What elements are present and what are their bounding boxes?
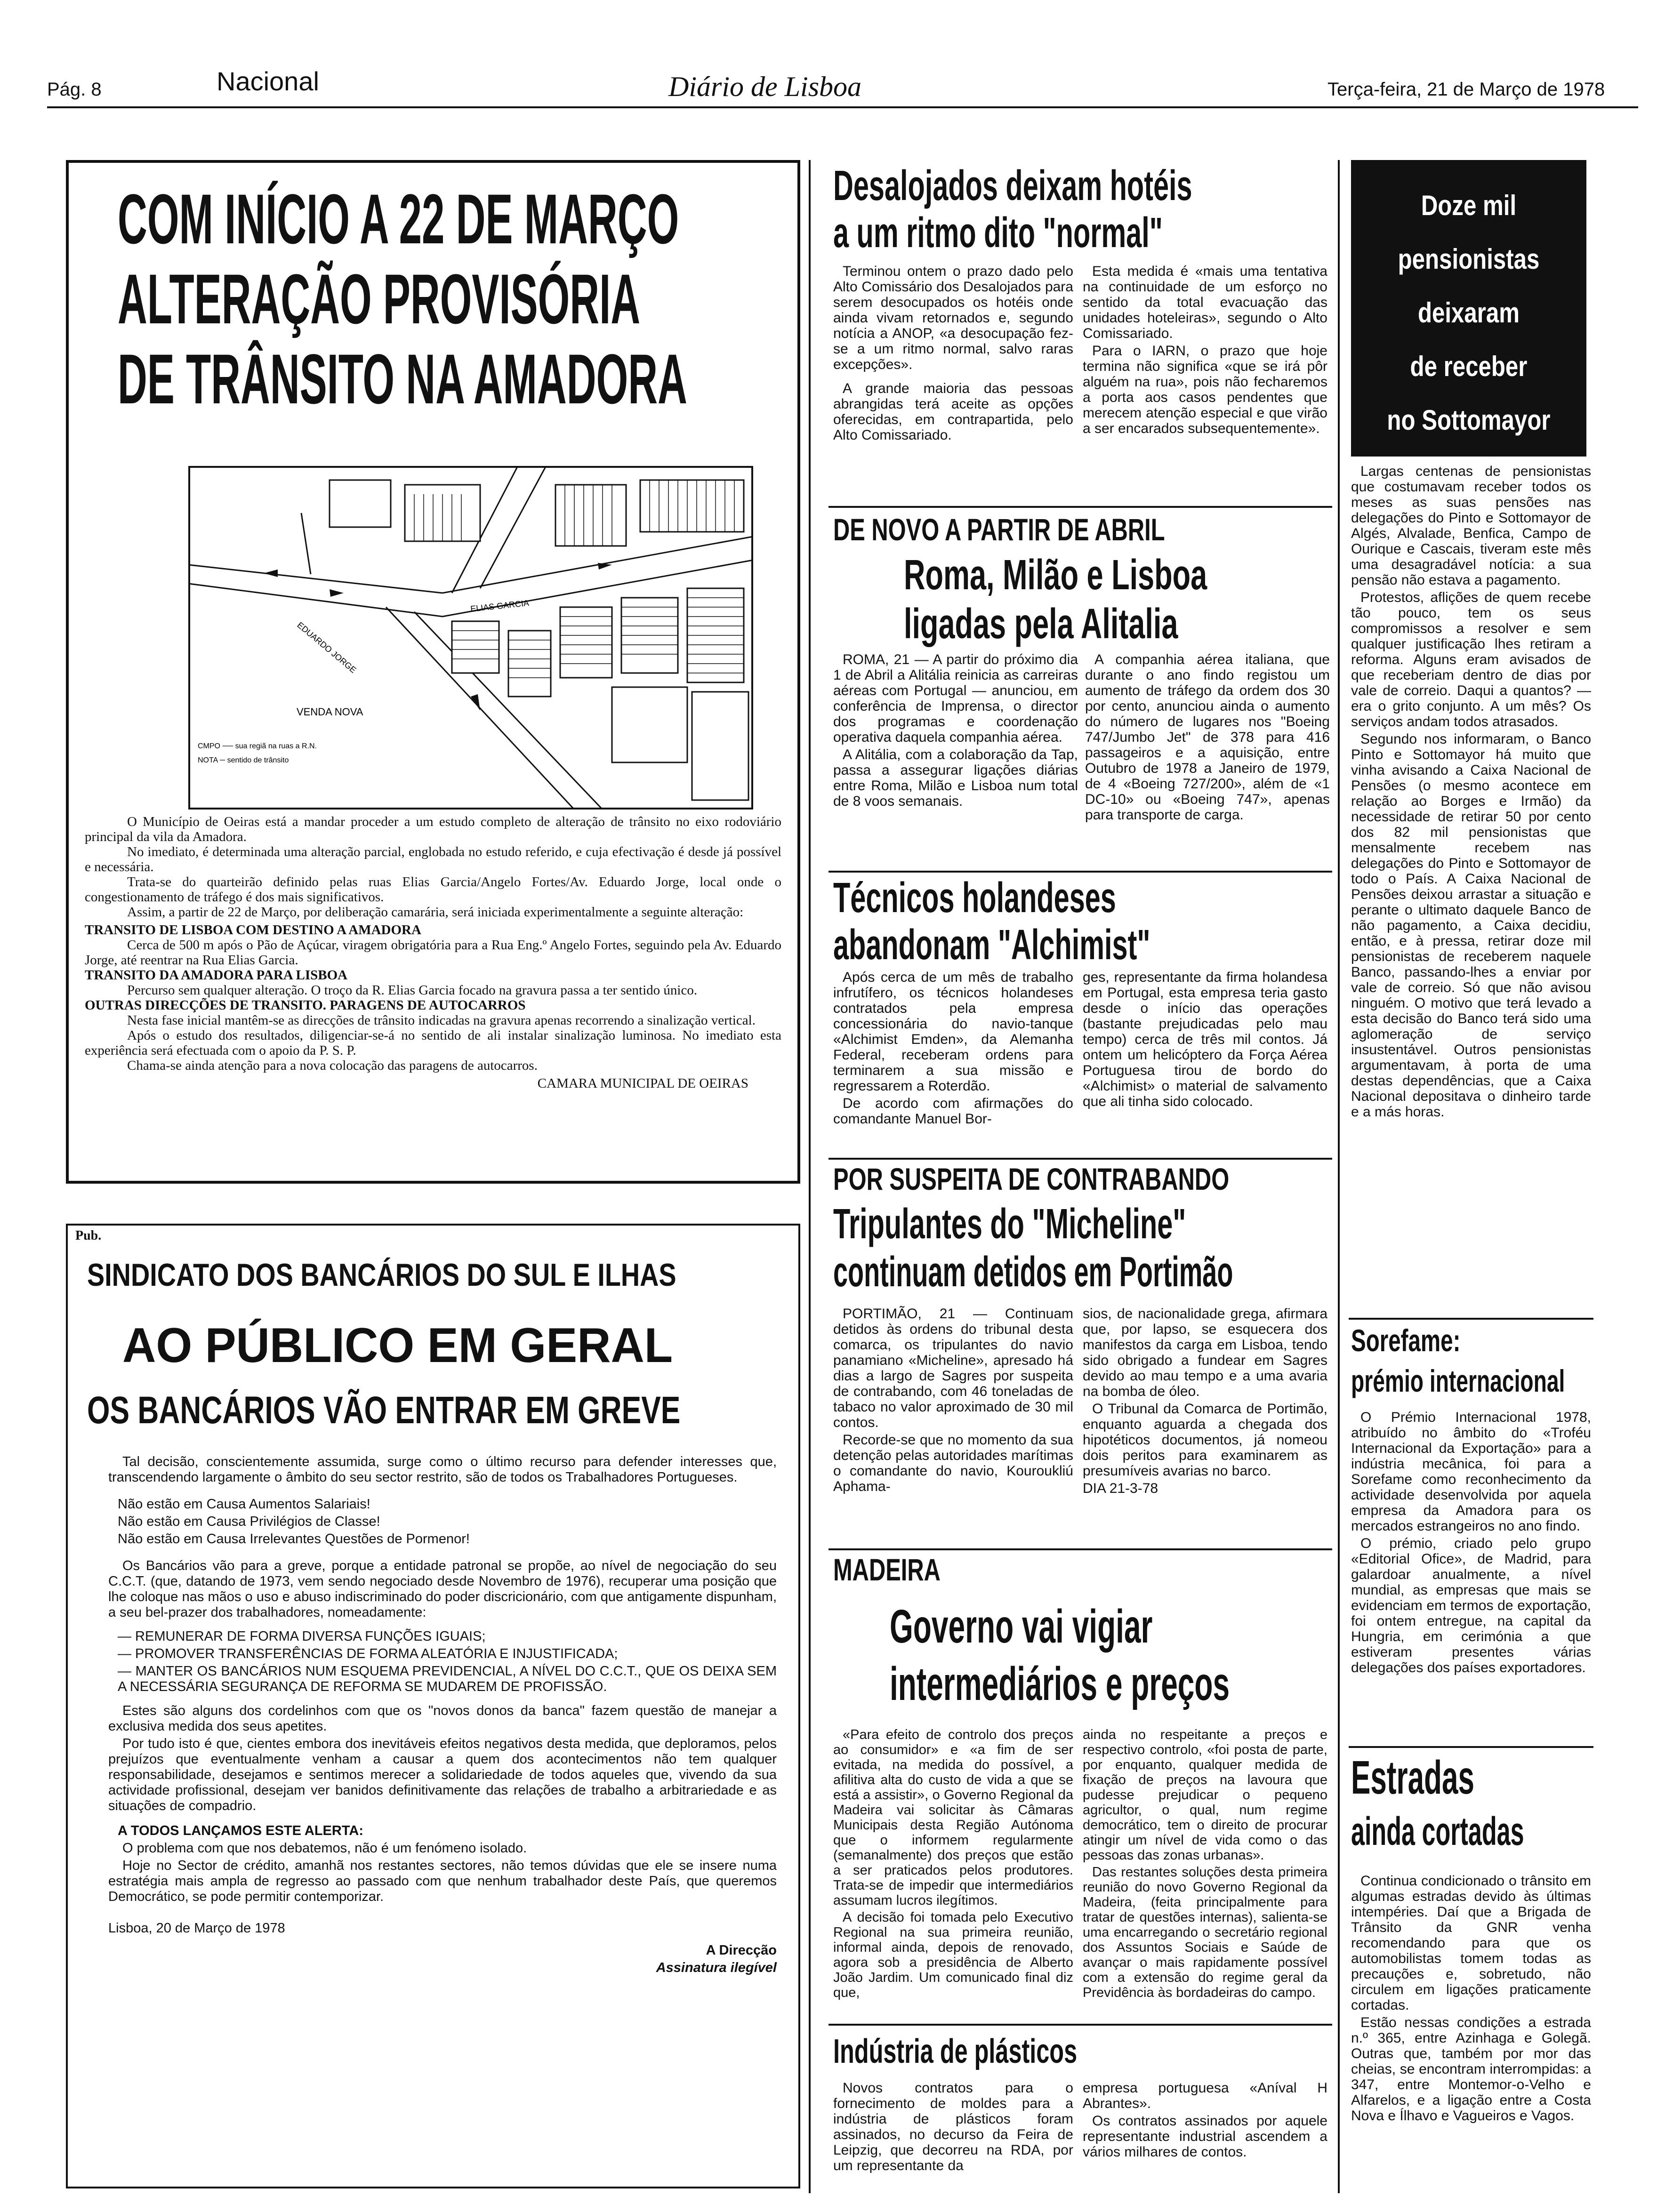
issue-date: Terça-feira, 21 de Março de 1978 <box>1327 79 1605 100</box>
amadora-p4: Assim, a partir de 22 de Março, por deliberação camarária, será iniciada experimentalmente a seguinte alteração: <box>127 905 744 920</box>
estradas-headline <box>1351 1751 1591 1858</box>
page-number: Pág. 8 <box>47 79 102 100</box>
micheline-col1 <box>833 1306 1073 1496</box>
rule-sorefame <box>1349 1746 1593 1748</box>
desalojados-c2b: Para o IARN, o prazo que hoje termina não significa «que se irá pôr alguém na rua», pois não fecharemos a porta aos casos pendentes que merecem atenção especial e que virão a ser encarados subsequentemente». <box>1083 343 1327 436</box>
pensionistas-p3: Segundo nos informaram, o Banco Pinto e Sottomayor há muito que vinha avisando a Caixa Nacional de Pensões (o mesmo acontece em relação ao Borges e Irmão) da necessidade de retirar 50 por cento dos 82 mil pensionistas que mensalmente recebem nas delegações do Pinto e Sottomayor de todo o País. A Caixa Nacional de Pensões deixou arrastar a situação e perante o ultimato daquele Banco de não pagamento, a Caixa decidiu, então, e à pressa, retirar doze mil pensionistas de receberem naquele Banco, passando-lhes a enviar por vale de correio. Só que não avisou ninguém. O motivo que terá levado a esta decisão do Banco terá sido uma aglomeração de serviço insustentável. Outros pensionistas argumentavam, à porta de uma destas dependências, que a Caixa Nacional depositava o dinheiro tarde e a más horas. <box>1351 731 1591 1120</box>
amadora-p2: No imediato, é determinada uma alteração parcial, englobada no estudo referido, e cuja efectivação é desde já possível e necessária. <box>85 844 781 874</box>
alitalia-title1: Roma, Milão e Lisboa <box>904 552 1207 599</box>
sindicato-b3: — MANTER OS BANCÁRIOS NUM ESQUEMA PREVIDENCIAL, A NÍVEL DO C.C.T., QUE OS DEIXA SEM A NECESSÁRIA SEGURANÇA DE REFORMA SE MUDAREM DE PROFISSÃO. <box>118 1664 777 1694</box>
alitalia-col1 <box>833 652 1078 811</box>
madeira-kicker-text: MADEIRA <box>833 1552 941 1587</box>
sindicato-sign2: Assinatura ilegível <box>656 1960 777 1975</box>
estradas-title1: Estradas <box>1351 1751 1474 1804</box>
madeira-headline <box>890 1598 1327 1713</box>
micheline-headline <box>833 1200 1332 1296</box>
madeira-c1: «Para efeito de controlo dos preços ao consumidor» e «a fim de ser evitada, na medida do possível, a afilitiva alta do custo de vida a que se está a assistir», o Governo Regional da Madeira vai solicitar às Câmaras Municipais desta Região Autónoma que o informem regularmente (semanalmente) dos preços que estão a ser praticados pelos produtores. Trata-se de impedir que intermediários assumam lucros ilegítimos. <box>833 1727 1073 1908</box>
sindicato-sign1: A Direcção <box>706 1943 777 1958</box>
micheline-title1: Tripulantes do "Micheline" <box>833 1201 1186 1248</box>
plasticos-col2 <box>1083 2080 1327 2162</box>
desalojados-headline <box>833 162 1332 256</box>
pensionistas-banner <box>1351 160 1586 457</box>
alitalia-c2: A companhia aérea italiana, que durante o ano findo registou um aumento de tráfego da ordem dos 30 por cento, anunciou ainda o aumento do número de lugares nos "Boeing 747/Jumbo Jet" de 378 para 416 passageiros e a aquisição, entre Outubro de 1978 a Janeiro de 1979, de 4 «Boeing 727/200», além de «1 DC-10» ou «Boeing 747», apenas para transporte de carga. <box>1085 652 1330 823</box>
banner-line2: pensionistas <box>1398 243 1540 275</box>
rule-alchimist <box>828 1158 1332 1160</box>
ad-headline: AO PÚBLICO EM GERAL <box>122 1318 673 1373</box>
alitalia-title2: ligadas pela Alitalia <box>904 601 1178 648</box>
map-street2: EDUARDO JORGE <box>295 620 358 675</box>
micheline-kicker <box>833 1162 1332 1196</box>
amadora-title <box>118 179 777 419</box>
amadora-title-line2: ALTERAÇÃO PROVISÓRIA <box>118 259 641 338</box>
amadora-heading2: TRANSITO DA AMADORA PARA LISBOA <box>85 968 348 983</box>
amadora-title-line1: COM INÍCIO A 22 DE MARÇO <box>118 179 679 258</box>
amadora-intro: O Município de Oeiras está a mandar proceder a um estudo completo de alteração de trânsito no eixo rodoviário principal da vila da Amadora. <box>85 814 781 844</box>
sorefame-body <box>1351 1410 1591 1677</box>
sorefame-title1: Sorefame: <box>1351 1323 1461 1358</box>
map-legend2: NOTA ─ sentido de trânsito <box>198 756 289 764</box>
estradas-body <box>1351 1873 1591 2125</box>
rule-micheline <box>828 1548 1332 1550</box>
map-legend1: CMPO ── sua regiã na ruas a R.N. <box>198 742 317 750</box>
plasticos-headline <box>833 2032 1163 2071</box>
page-header <box>0 0 1657 113</box>
micheline-c2b: O Tribunal da Comarca de Portimão, enquanto aguarda a chegada dos hipotéticos documentos, já nomeou dois peritos para examinarem as presumíveis avarias no barco. <box>1083 1401 1327 1479</box>
desalojados-col2 <box>1083 264 1327 438</box>
amadora-p3: Trata-se do quarteirão definido pelas ruas Elias Garcia/Angelo Fortes/Av. Eduardo Jorge, local onde o congestionamento de tráfego é dos mais significativos. <box>85 874 781 905</box>
rule-alitalia <box>828 871 1332 873</box>
sindicato-date: Lisboa, 20 de Março de 1978 <box>108 1921 285 1936</box>
amadora-signature: CAMARA MUNICIPAL DE OEIRAS <box>537 1076 748 1091</box>
masthead: Diário de Lisboa <box>668 71 862 102</box>
micheline-col2 <box>1083 1306 1327 1498</box>
map-street1: ELIAS GARCIA <box>470 598 530 614</box>
sindicato-heading: SINDICATO DOS BANCÁRIOS DO SUL E ILHAS <box>87 1257 676 1293</box>
desalojados-c2: Esta medida é «mais uma tentativa na continuidade de um esforço no sentido da total evacuação das unidades hoteleiras», segundo o Alto Comissariado. <box>1083 264 1327 341</box>
rule-desalojados <box>828 506 1332 508</box>
madeira-title1: Governo vai vigiar <box>890 1600 1153 1653</box>
alitalia-col2 <box>1085 652 1330 825</box>
amadora-heading1: TRANSITO DE LISBOA COM DESTINO A AMADORA <box>85 922 421 938</box>
banner-line5: no Sottomayor <box>1387 404 1551 436</box>
estradas-p2: Estão nessas condições a estrada n.º 365, entre Azinhaga e Golegã. Outras que, também por mor das cheias, se encontram interrompidas: a 347, entre Montemor-o-Velho e Alfarelos, e a ligação entre a Costa Nova e Ílhavo e Vagueiros e Vagos. <box>1351 2015 1591 2124</box>
estradas-title2: ainda cortadas <box>1351 1809 1524 1853</box>
sorefame-p1: O Prémio Internacional 1978, atribuído no âmbito do «Troféu Internacional da Exportação» para a indústria mecânica, foi para a Sorefame como reconhecimento da actividade desenvolvida por aquela empresa da Amadora para os mercados estrangeiros no ano findo. <box>1351 1410 1591 1534</box>
amadora-p6: Percurso sem qualquer alteração. O troço da R. Elias Garcia focado na gravura passa a ter sentido único. <box>127 983 698 998</box>
micheline-c1: PORTIMÃO, 21 — Continuam detidos às ordens do tribunal desta comarca, os tripulantes do navio panamiano «Micheline», apresado há dias a largo de Sagres por suspeita de contrabando, com 46 toneladas de tabaco no valor aproximado de 30 mil contos. <box>833 1306 1073 1430</box>
plasticos-c1: Novos contratos para o fornecimento de moldes para a indústria de plásticos foram assinados, no decurso da Feira de Leipzig, que decorreu na RDA, por um representante da <box>833 2080 1073 2173</box>
madeira-c2: ainda no respeitante a preços e respectivo controlo, «foi posta de parte, por enquanto, qualquer medida de fixação de preços na lavoura que pudesse prejudicar o pequeno agricultor, o qual, num regime democrático, tem o direito de procurar atingir um nível de vida como o das pessoas das zonas urbanas». <box>1083 1727 1327 1863</box>
alchimist-headline <box>833 874 1332 969</box>
plasticos-col1 <box>833 2080 1073 2175</box>
sorefame-headline <box>1351 1320 1591 1401</box>
alitalia-kicker-text: DE NOVO A PARTIR DE ABRIL <box>833 512 1165 547</box>
estradas-p1: Continua condicionado o trânsito em algumas estradas devido às últimas intempéries. Daí que a Brigada de Trânsito da GNR venha recomendando para que os automobilistas tomem todas as precauções e, sobretudo, não circulem em ligações praticamente cortadas. <box>1351 1873 1591 2013</box>
sindicato-body <box>108 1454 777 1978</box>
amadora-p9: Chama-se ainda atenção para a nova colocação das paragens de autocarros. <box>127 1058 538 1073</box>
desalojados-c1: Terminou ontem o prazo dado pelo Alto Comissário dos Desalojados para serem desocupados os hotéis onde ainda vivam retornados e, segundo notícia a ANOP, «a desocupação fez-se a um ritmo normal, salvo raras excepções». <box>833 264 1073 372</box>
micheline-c2c: DIA 21-3-78 <box>1083 1481 1158 1496</box>
desalojados-col1 <box>833 264 1073 445</box>
desalojados-title2: a um ritmo dito "normal" <box>833 209 1163 256</box>
alitalia-c1: ROMA, 21 — A partir do próximo dia 1 de Abril a Alitália reinicia as carreiras aéreas com Portugal — anunciou, em conferência de Imprensa, o director dos programas e coordenação operativa daquela companhia aérea. <box>833 652 1078 745</box>
sindicato-p3: Estes são alguns dos cordelinhos com que os "novos donos da banca" fazem questão de manejar a exclusiva medida dos seus apetites. <box>108 1703 777 1734</box>
madeira-title2: intermediários e preços <box>890 1658 1230 1710</box>
rule-pensionistas <box>1349 1318 1593 1320</box>
alchimist-c1: Após cerca de um mês de trabalho infrutífero, os técnicos holandeses contratados pela empresa concessionária do navio-tanque «Alchimist Emden», da Alemanha Federal, receberam ordens para terminarem a sua missão e regressarem a Roterdão. <box>833 970 1073 1094</box>
ad-label: Pub. <box>75 1228 102 1243</box>
madeira-c1b: A decisão foi tomada pelo Executivo Regional na sua primeira reunião, informal ainda, depois de renovado, agora sob a presidência de Alberto João Jardim. Um comunicado final diz que, <box>833 1910 1073 2000</box>
alitalia-kicker <box>833 512 1332 547</box>
column-rule-right <box>1338 160 1340 2193</box>
desalojados-c1b: A grande maioria das pessoas abrangidas terá aceite as opções oferecidas, em contrapartida, pelo Alto Comissariado. <box>833 381 1073 443</box>
micheline-c2: sios, de nacionalidade grega, afirmara que, por lapso, se esquecera dos manifestos da carga em Lisboa, tendo sido obrigado a fundear em Sagres devido ao mau tempo e a uma avaria na bomba de óleo. <box>1083 1306 1327 1399</box>
desalojados-title1: Desalojados deixam hotéis <box>833 162 1192 209</box>
sindicato-alert: A TODOS LANÇAMOS ESTE ALERTA: <box>118 1823 363 1838</box>
pensionistas-p1: Largas centenas de pensionistas que costumavam receber todos os meses as suas pensões nas delegações do Pinto e Sottomayor de Algés, Alvalade, Benfica, Campo de Ourique e Cascais, tiveram este mês uma desagradável notícia: a sua pensão não estava a pagamento. <box>1351 464 1591 588</box>
banner-line1: Doze mil <box>1421 190 1517 221</box>
micheline-title2: continuam detidos em Portimão <box>833 1249 1233 1296</box>
sindicato-p4: Por tudo isto é que, cientes embora dos inevitáveis efeitos negativos desta medida, que deploramos, pelos prejuízos que eventualmente venham a causar a quem dos acontecimentos não tem qualquer responsabilidade, desejamos e sentimos merecer a solidariedade de todos aqueles que, vivendo da sua actividade profissional, desejam ver banidos definitivamente das relações de trabalho a arbitrariedade e as situações de compadrio. <box>108 1736 777 1813</box>
sindicato-p1: Tal decisão, conscientemente assumida, surge como o último recurso para defender interesses que, transcendendo largamente o âmbito do seu sector restrito, são de todos os Trabalhadores Portugueses. <box>108 1454 777 1485</box>
madeira-col1 <box>833 1727 1073 2002</box>
column-rule-left <box>809 160 811 2193</box>
alchimist-title1: Técnicos holandeses <box>833 874 1116 922</box>
plasticos-title: Indústria de plásticos <box>833 2033 1078 2070</box>
sindicato-b1: — REMUNERAR DE FORMA DIVERSA FUNÇÕES IGUAIS; <box>118 1629 486 1644</box>
sindicato-p2: Os Bancários vão para a greve, porque a entidade patronal se propõe, ao nível de negociação do seu C.C.T. (que, datando de 1973, vem sendo negociado desde Novembro de 1976), recuperar uma posição que lhe coloque nas mãos o uso e abuso indiscriminado do poder discricionário, com que antigamente dispunham, a seu bel-prazer dos trabalhadores, nomeadamente: <box>108 1558 777 1620</box>
sindicato-p6: Hoje no Sector de crédito, amanhã nos restantes sectores, não temos dúvidas que ele se insere numa estratégia mais ampla de regresso ao passado com que nenhum trabalhador deste País, que queremos Democrático, se pode permitir contemporizar. <box>108 1858 777 1904</box>
plasticos-c2: empresa portuguesa «Aníval H Abrantes». <box>1083 2080 1327 2111</box>
amadora-title-line3: DE TRÂNSITO NA AMADORA <box>118 339 687 418</box>
map-area: VENDA NOVA <box>297 706 363 718</box>
sindicato-b2: — PROMOVER TRANSFERÊNCIAS DE FORMA ALEATÓRIA E INJUSTIFICADA; <box>118 1646 618 1661</box>
header-rule <box>47 106 1638 108</box>
amadora-p8: Após o estudo dos resultados, diligenciar-se-á no sentido de ali instalar sinalização luminosa. No imediato esta experiência será efectuada com o apoio da P. S. P. <box>85 1028 781 1058</box>
rule-madeira <box>828 2024 1332 2026</box>
banner-line4: de receber <box>1410 351 1528 382</box>
amadora-p5: Cerca de 500 m após o Pão de Açúcar, viragem obrigatória para a Rua Eng.º Angelo Fortes, seguindo pela Av. Eduardo Jorge, até reentrar na Rua Elias Garcia. <box>85 938 781 968</box>
amadora-body <box>85 814 781 1091</box>
sorefame-p2: O prémio, criado pelo grupo «Editorial Ofice», de Madrid, para galardoar anualmente, a nível mundial, as empresas que mais se evidenciam em termos de exportação, foi ontem entregue, na capital da Hungria, em cerimónia a que estiveram presentes várias delegações dos países exportadores. <box>1351 1536 1591 1675</box>
sindicato-l1: Não estão em Causa Aumentos Salariais! <box>118 1497 370 1512</box>
pensionistas-body <box>1351 464 1591 1122</box>
micheline-kicker-text: POR SUSPEITA DE CONTRABANDO <box>833 1162 1230 1196</box>
alchimist-c1b: De acordo com afirmações do comandante Manuel Bor- <box>833 1096 1073 1127</box>
alchimist-c2: ges, representante da firma holandesa em Portugal, esta empresa teria gasto desde o início das operações (bastante prejudicadas pelo mau tempo) cerca de três mil contos. Já ontem um helicóptero da Força Aérea Portuguesa tirou de bordo do «Alchimist» o material de salvamento que ali tinha sido colocado. <box>1083 970 1327 1109</box>
amadora-heading3: OUTRAS DIRECÇÕES DE TRANSITO. PARAGENS DE AUTOCARROS <box>85 998 526 1013</box>
banner-line3: deixaram <box>1417 297 1520 329</box>
alchimist-title2: abandonam "Alchimist" <box>833 922 1150 969</box>
amadora-p7: Nesta fase inicial mantêm-se as direcções de trânsito indicadas na gravura apenas recorrendo a sinalização vertical. <box>127 1013 756 1028</box>
sindicato-p5: O problema com que nos debatemos, não é um fenómeno isolado. <box>122 1841 527 1856</box>
section-name: Nacional <box>217 66 319 96</box>
ad-subheadline: OS BANCÁRIOS VÃO ENTRAR EM GREVE <box>87 1389 681 1432</box>
micheline-c1b: Recorde-se que no momento da sua detenção pelas autoridades marítimas o comandante do navio, Kouroukliú Aphama- <box>833 1432 1073 1494</box>
traffic-map <box>188 466 753 809</box>
alchimist-col1 <box>833 970 1073 1129</box>
madeira-col2 <box>1083 1727 1327 2002</box>
alchimist-col2 <box>1083 970 1327 1111</box>
plasticos-c2b: Os contratos assinados por aquele representante industrial ascendem a vários milhares de contos. <box>1083 2113 1327 2160</box>
alitalia-headline <box>904 551 1327 649</box>
pensionistas-p2: Protestos, aflições de quem recebe tão pouco, tem os seus compromissos a resolver e sem qualquer justificação lhes retiram a reforma. Alguns eram avisados de que receberiam dentro de dias por vale de correio. Daqui a quantos? — era o grito conjunto. A um mês? Os serviços andam todos atrasados. <box>1351 590 1591 729</box>
sindicato-l3: Não estão em Causa Irrelevantes Questões de Pormenor! <box>118 1531 470 1547</box>
sindicato-l2: Não estão em Causa Privilégios de Classe! <box>118 1514 380 1529</box>
sorefame-title2: prémio internacional <box>1351 1363 1565 1398</box>
madeira-c2b: Das restantes soluções desta primeira reunião do novo Governo Regional da Madeira, (feita principalmente para tratar de questões internas), salienta-se uma encarregando o secretário regional dos Assuntos Sociais e Saúde de avançar o mais rapidamente possível com a extensão do regime geral da Previdência às bordadeiras do campo. <box>1083 1865 1327 2000</box>
alitalia-c1b: A Alitália, com a colaboração da Tap, passa a assegurar ligações diárias entre Roma, Milão e Lisboa num total de 8 voos semanais. <box>833 747 1078 809</box>
madeira-kicker <box>833 1552 1022 1587</box>
